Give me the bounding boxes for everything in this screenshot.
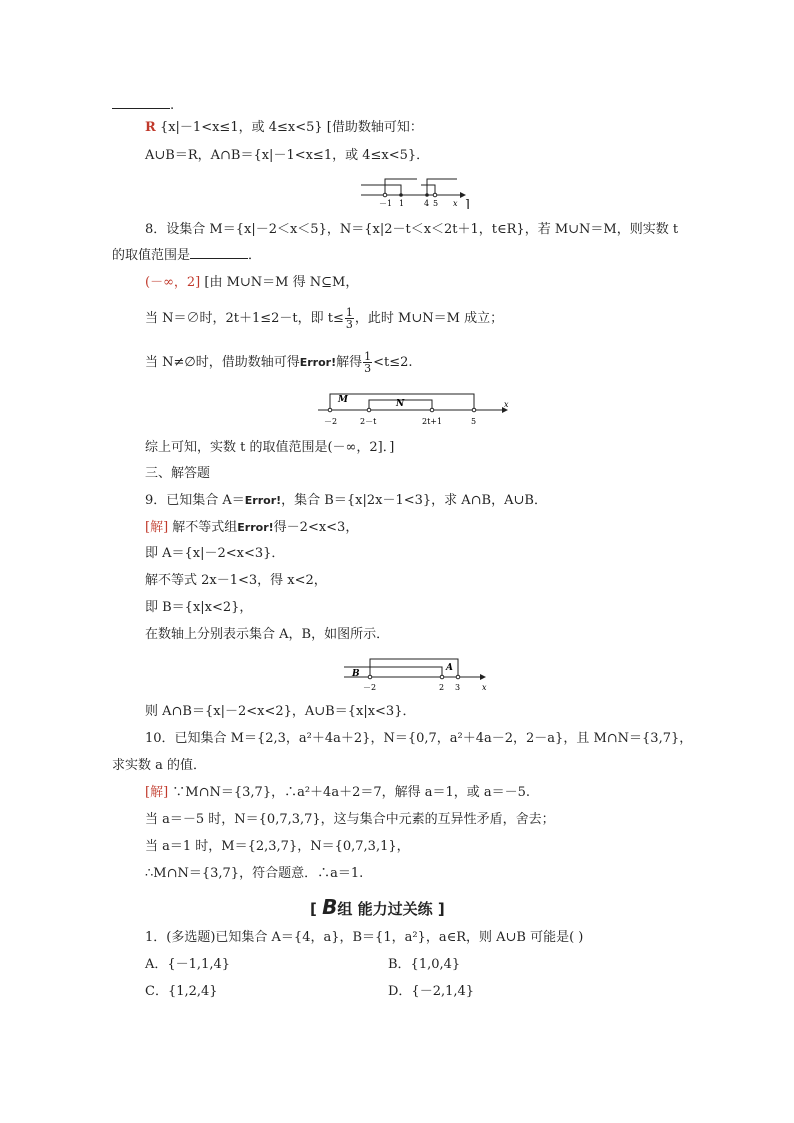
- q7-point: [383, 193, 387, 197]
- q7-tick-label: －1: [379, 199, 393, 208]
- fraction: [345, 307, 354, 330]
- q10-solution-2: 当 a＝－5 时，N＝{0,7,3,7}，这与集合中元素的互异性矛盾，舍去；: [145, 812, 555, 827]
- q7-tick-label: 4: [424, 199, 430, 208]
- q9-result: 则 A∩B＝{x|－2<x<2}，A∪B＝{x|x<3}．: [145, 704, 416, 719]
- q9-axis-arrow: [480, 674, 486, 680]
- q9-tick-label: 3: [455, 683, 461, 692]
- q7-tick-label: 5: [433, 199, 439, 208]
- period: .: [170, 98, 175, 113]
- q8-tick-label: －2: [324, 417, 338, 426]
- fraction-numerator: 1: [345, 306, 353, 319]
- error-placeholder: Error!: [299, 356, 337, 369]
- blank: [112, 96, 170, 109]
- q10-solution-3: 当 a＝1 时，M＝{2,3,7}，N＝{0,7,3,1}，: [145, 839, 410, 854]
- q8-point: [328, 408, 332, 412]
- solution-tag: [解]: [145, 785, 169, 800]
- q9-stem-text: 9．已知集合 A＝: [145, 493, 245, 508]
- q7-number-line: [355, 175, 475, 209]
- q9-label-A: A: [446, 663, 453, 673]
- q8-tick-label: 5: [471, 417, 477, 426]
- q8-label-M: M: [338, 395, 348, 405]
- q8-label-N: N: [396, 399, 405, 409]
- q7-bracket-close: ]: [465, 197, 470, 209]
- q10-solution-text: ∵M∩N＝{3,7}，∴a²＋4a＋2＝7，解得 a＝1，或 a＝－5.: [168, 785, 531, 800]
- b1-option-d: D．{－2,1,4}: [388, 984, 475, 999]
- q8-stem-text: 的取值范围是: [112, 248, 191, 263]
- q7-point: [425, 193, 429, 197]
- q8-tick-label: 2－t: [360, 417, 377, 426]
- q8-case1: [145, 307, 503, 330]
- fraction-denominator: 3: [364, 362, 372, 375]
- q8-case2: [145, 351, 413, 374]
- q8-stem-line1: 8．设集合 M＝{x|－2＜x＜5}，N＝{x|2－t＜x＜2t＋1，t∈R}，若 M∪N＝M，则实数 t: [145, 222, 679, 237]
- q7-point: [433, 193, 437, 197]
- q8-case2-text: 当 N≠∅时，借助数轴可得: [145, 355, 300, 370]
- q9-tick-label: 2: [439, 683, 445, 692]
- q8-point: [430, 408, 434, 412]
- q7-answer-label: R: [145, 120, 156, 135]
- q7-explanation: A∪B＝R，A∩B＝{x|－1<x≤1，或 4≤x<5}．: [145, 148, 430, 163]
- q9-label-B: B: [352, 669, 360, 679]
- q8-point: [367, 408, 371, 412]
- q8-answer-blank: [190, 246, 248, 259]
- section-title: 三、解答题: [145, 466, 211, 481]
- q8-number-line: [314, 388, 520, 430]
- q9-solution-5: 在数轴上分别表示集合 A，B，如图所示．: [145, 627, 390, 642]
- b1-option-b: B．{1,0,4}: [388, 957, 461, 972]
- q7-tick-label: 1: [399, 199, 405, 208]
- q8-point: [472, 408, 476, 412]
- q9-point: [368, 675, 372, 679]
- q9-stem: [145, 492, 547, 510]
- q10-solution-4: ∴M∩N＝{3,7}，符合题意．∴a＝1.: [145, 866, 364, 881]
- q7-set-bar-3: [427, 179, 457, 195]
- q9-solution-1: [145, 519, 358, 537]
- q7-set-bar-4: [421, 185, 435, 195]
- heading-letter: B: [322, 895, 338, 919]
- q9-axis-var: x: [482, 683, 487, 692]
- q8-case2-end: <t≤2.: [373, 355, 413, 370]
- q10-stem-line1: 10．已知集合 M＝{2,3，a²＋4a＋2}，N＝{0,7，a²＋4a－2，2－a}，且 M∩N＝{3,7}，: [145, 731, 693, 746]
- q7-set-bar-1: [361, 185, 401, 195]
- q9-solution-end: 得－2<x<3，: [273, 520, 359, 535]
- q7-answer-text: {x|－1<x≤1，或 4≤x<5} [借助数轴可知：: [159, 120, 423, 135]
- q7-answer-line: [145, 119, 423, 137]
- q10-stem-line2: 求实数 a 的值．: [112, 758, 207, 773]
- heading-bracket-right: ]: [437, 900, 445, 918]
- heading-title: 组 能力过关练: [337, 900, 433, 918]
- q9-set-A: [370, 659, 458, 677]
- q8-case1-text: 当 N＝∅时，2t＋1≤2－t，即 t≤: [145, 311, 344, 326]
- q8-case2-mid: 解得: [336, 355, 363, 370]
- q8-case1-end: ，此时 M∪N＝M 成立；: [354, 311, 504, 326]
- q8-conclusion: 综上可知，实数 t 的取值范围是(－∞，2]．]: [145, 440, 395, 455]
- heading-bracket-left: [: [310, 900, 317, 918]
- b1-stem: 1．(多选题)已知集合 A＝{4，a}，B＝{1，a²}，a∈R，则 A∪B 可能是( ): [145, 930, 584, 945]
- q10-solution-1: [145, 784, 530, 802]
- q9-solution-3: 解不等式 2x－1<3，得 x<2，: [145, 573, 327, 588]
- q8-stem-end: ．: [248, 248, 262, 263]
- answer-blank-line: [112, 96, 174, 115]
- b1-option-c: C．{1,2,4}: [145, 984, 218, 999]
- solution-tag: [解]: [145, 520, 169, 535]
- q8-tick-label: 2t+1: [422, 417, 443, 426]
- q8-stem-line2: [112, 246, 261, 265]
- q9-stem-end: ，集合 B＝{x|2x－1<3}，求 A∩B，A∪B．: [281, 493, 547, 508]
- q9-point: [440, 675, 444, 679]
- q8-answer-text: [由 M∪N＝M 得 N⊆M，: [200, 275, 359, 290]
- q7-axis-var: x: [453, 199, 458, 208]
- b1-option-a: A．{－1,1,4}: [145, 957, 231, 972]
- q9-number-line: [340, 655, 492, 695]
- error-placeholder: Error!: [237, 521, 274, 534]
- q9-point: [456, 675, 460, 679]
- q9-tick-label: －2: [363, 683, 377, 692]
- q9-solution-2: 即 A＝{x|－2<x<3}．: [145, 546, 285, 561]
- q7-point: [399, 193, 403, 197]
- fraction: [363, 351, 372, 374]
- q9-solution-4: 即 B＝{x|x<2}，: [145, 600, 253, 615]
- q8-answer-value: (－∞，2]: [145, 275, 201, 290]
- group-b-heading: [310, 895, 445, 919]
- q8-answer-line: [145, 274, 358, 292]
- error-placeholder: Error!: [244, 494, 282, 507]
- fraction-denominator: 3: [345, 318, 353, 331]
- q9-solution-text: 解不等式组: [168, 520, 238, 535]
- q8-axis-var: x: [504, 400, 509, 409]
- fraction-numerator: 1: [364, 350, 372, 363]
